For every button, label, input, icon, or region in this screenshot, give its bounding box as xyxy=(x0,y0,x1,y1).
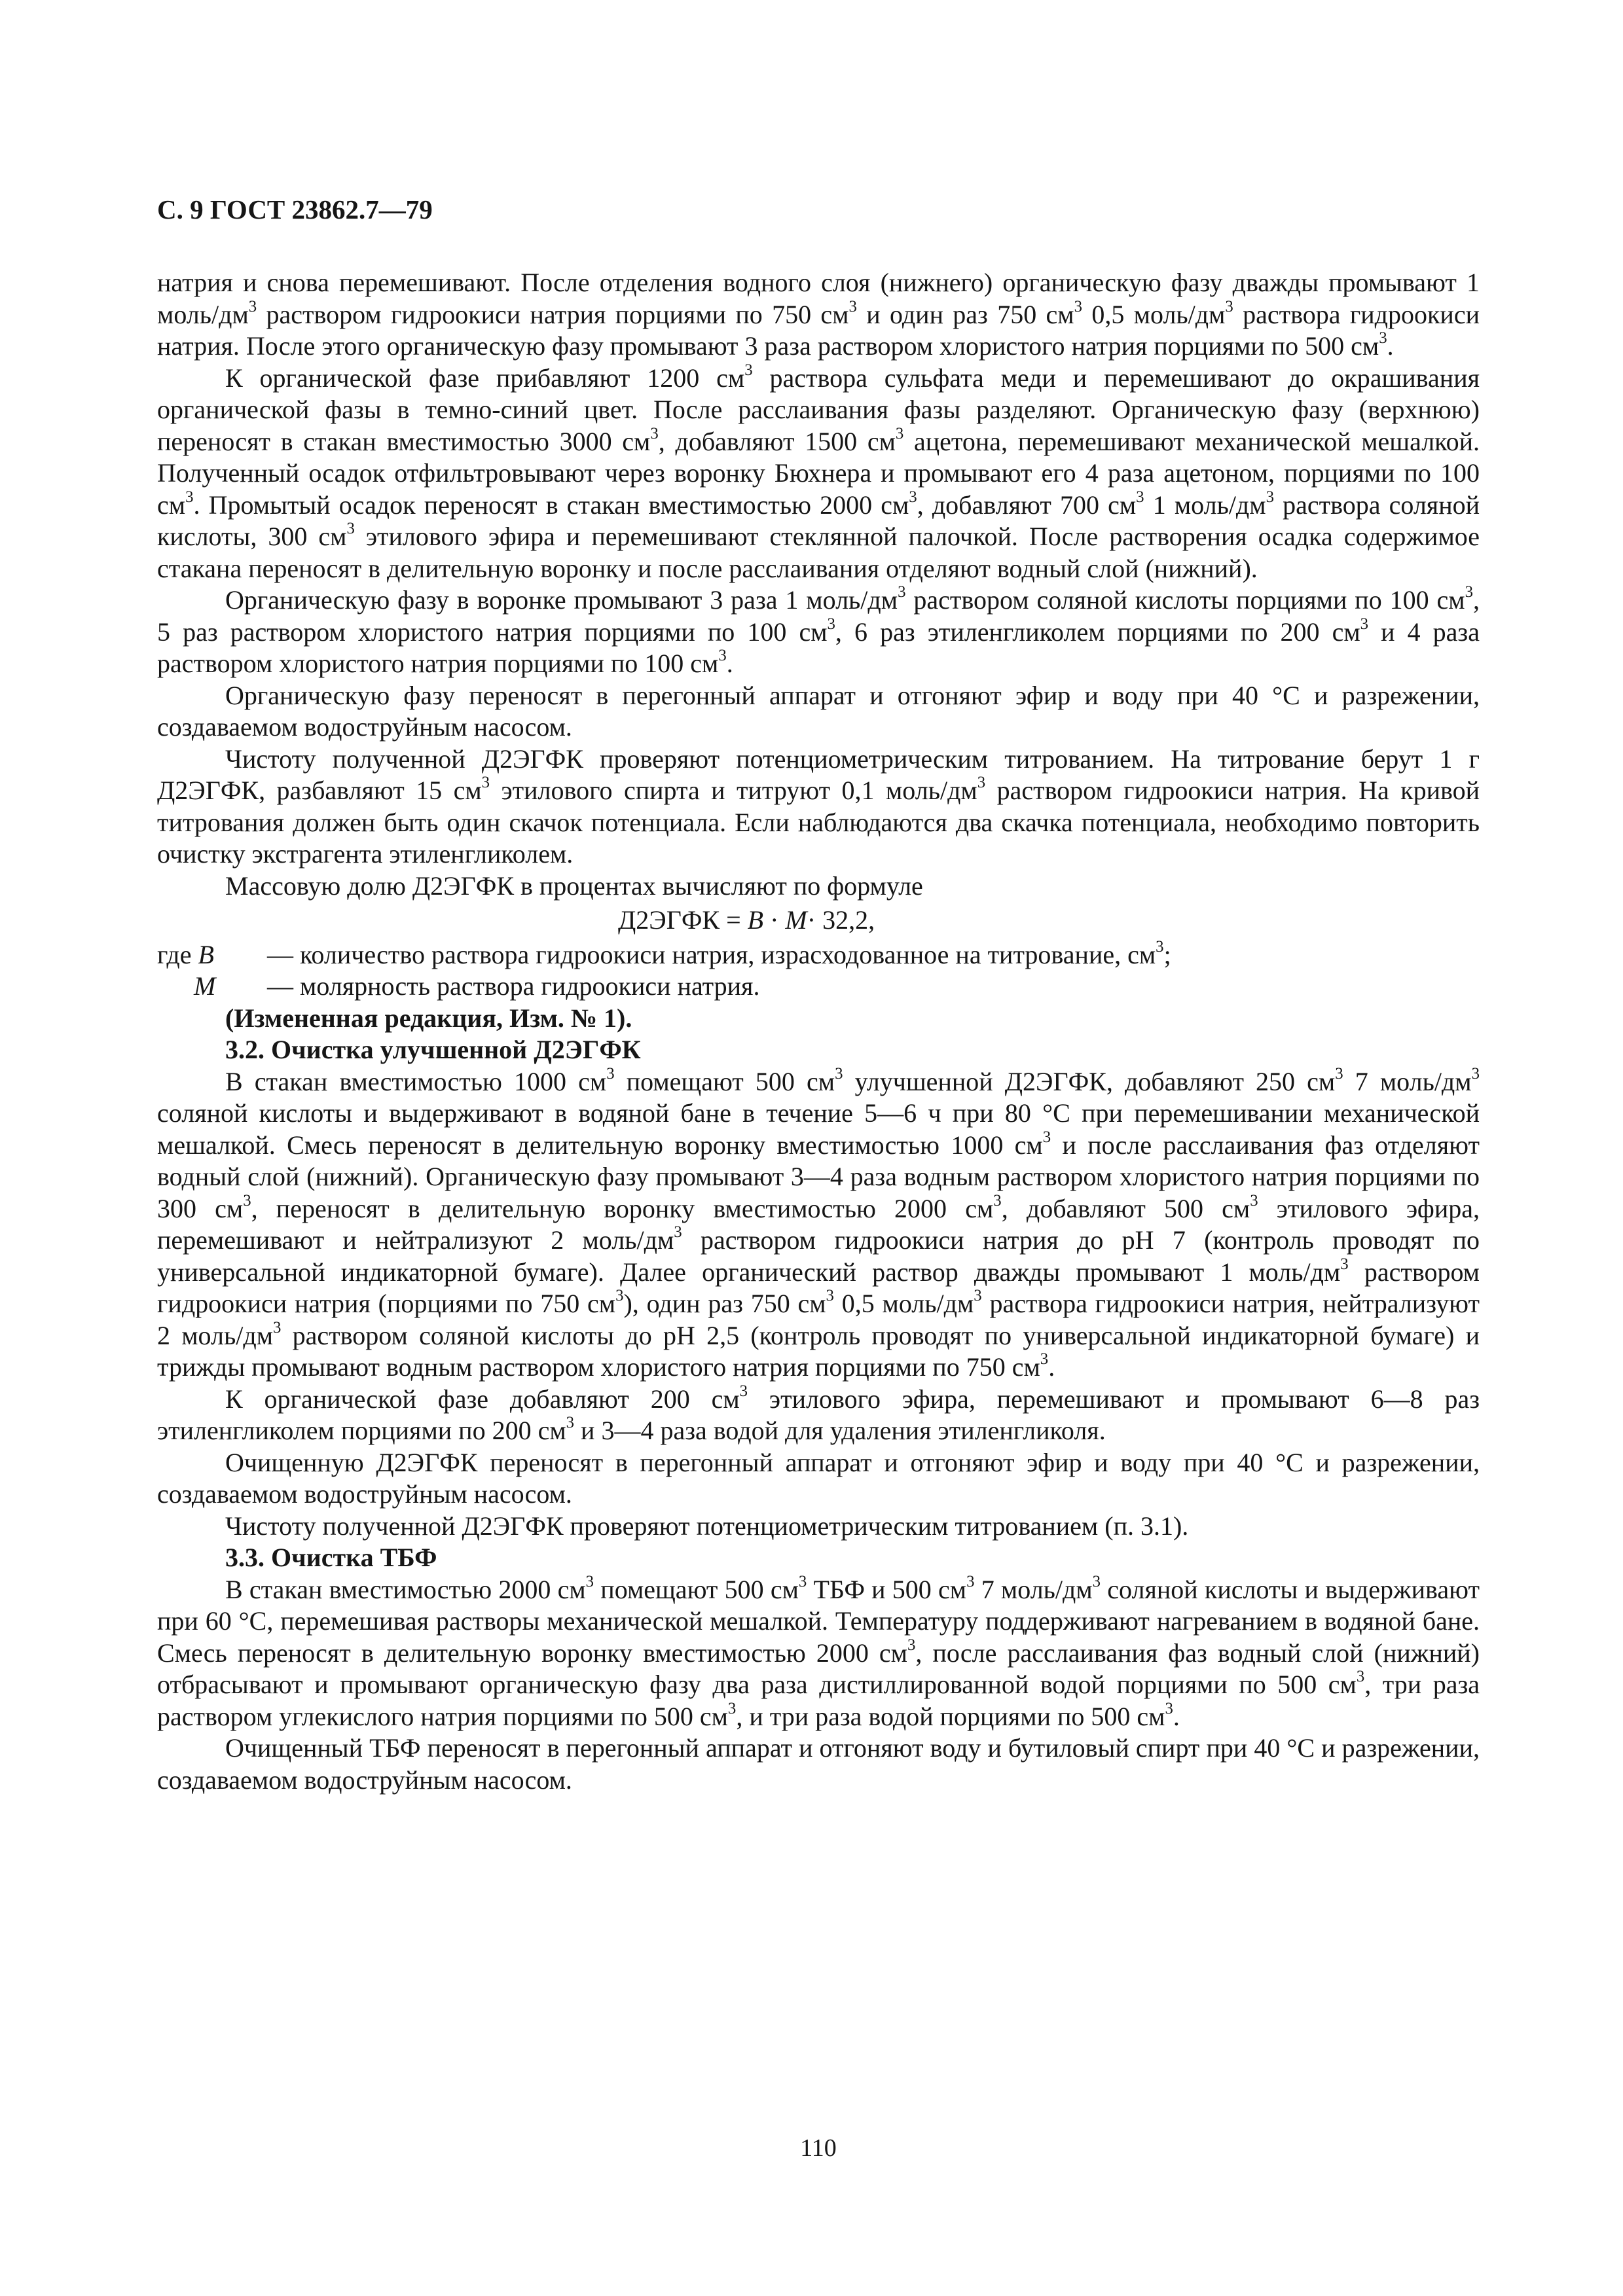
paragraph: В стакан вместимостью 2000 $см^3$ помещают 500 $см^3$ ТБФ и 500 $см^3$ 7 моль/$дм^3$ соляной кислоты и выдерживают при 60 °С, перемешивая растворы механической мешалкой. Температуру поддерживают нагреванием в водяной бане. Смесь переносят в делительную воронку вместимостью 2000 $см^3$, после расслаивания фаз водный слой (нижний) отбрасывают и промывают органическую фазу два раза дистиллированной водой порциями по 500 $см^3$, три раза раствором углекислого натрия порциями по 500 $см^3$, и три раза водой порциями по 500 $см^3$. xyxy=(157,1572,1480,1731)
paragraph: К органической фазе добавляют 200 $см^3$ этилового эфира, перемешивают и промывают 6—8 раз этиленгликолем порциями по 200 $см^3$ и 3—4 раза водой для удаления этиленгликоля. xyxy=(157,1382,1480,1445)
definition-row xyxy=(157,939,1480,971)
paragraph: Чистоту полученной Д2ЭГФК проверяют потенциометрическим титрованием (п. 3.1). xyxy=(225,1511,1189,1541)
page-header: С. 9 ГОСТ 23862.7—79 xyxy=(157,194,433,224)
paragraph: Очищенную Д2ЭГФК переносят в перегонный аппарат и отгоняют эфир и воду при 40 °С и разрежении, создаваемом водоструйным насосом. xyxy=(157,1447,1480,1509)
formula-rest: · 32,2, xyxy=(807,905,875,935)
document-page xyxy=(157,0,1480,2296)
formula-var-b: В xyxy=(747,905,764,935)
paragraph: В стакан вместимостью 1000 $см^3$ помещают 500 $см^3$ улучшенной Д2ЭГФК, добавляют 250 $см^3$ 7 моль/$дм^3$ соляной кислоты и выдерживают в водяной бане в течение 5—6 ч при 80 °С при перемешивании механической мешалкой. Смесь переносят в делительную воронку вместимостью 1000 $см^3$ и после расслаивания фаз отделяют водный слой (нижний). Органическую фазу промывают 3—4 раза водным раствором хлористого натрия порциями по 300 $см^3$, переносят в делительную воронку вместимостью 2000 $см^3$, добавляют 500 $см^3$ этилового эфира, перемешивают и нейтрализуют 2 моль/$дм^3$ раствором гидроокиси натрия до рН 7 (контроль проводят по универсальной индикаторной бумаге). Далее органический раствор дважды промывают 1 моль/$дм^3$ раствором гидроокиси натрия (порциями по 750 $см^3$), один раз 750 $см^3$ 0,5 моль/$дм^3$ раствора гидроокиси натрия, нейтрализуют 2 моль/$дм^3$ раствором соляной кислоты до рН 2,5 (контроль проводят по универсальной индикаторной бумаге) и трижды промывают водным раствором хлористого натрия порциями по 750 $см^3$. xyxy=(157,1064,1480,1382)
document-body xyxy=(157,267,1480,1796)
formula-var-m: М xyxy=(785,905,807,935)
paragraph: К органической фазе прибавляют 1200 $см^3$ раствора сульфата меди и перемешивают до окрашивания органической фазы в темно-синий цвет. После расслаивания фазы разделяют. Органическую фазу (верхнюю) переносят в стакан вместимостью 3000 $см^3$, добавляют 1500 $см^3$ ацетона, перемешивают механической мешалкой. Полученный осадок отфильтровывают через воронку Бюхнера и промывают его 4 раза ацетоном, порциями по 100 $см^3$. Промытый осадок переносят в стакан вместимостью 2000 $см^3$, добавляют 700 $см^3$ 1 моль/$дм^3$ раствора соляной кислоты, 300 $см^3$ этилового эфира и перемешивают стеклянной палочкой. После растворения осадка содержимое стакана переносят в делительную воронку и после расслаивания отделяют водный слой (нижний). xyxy=(157,361,1480,583)
page-number: 110 xyxy=(800,2134,837,2162)
definition-text: — молярность раствора гидроокиси натрия. xyxy=(267,971,760,1001)
formula-definitions xyxy=(157,939,1480,1003)
paragraph: Органическую фазу в воронке промывают 3 раза 1 моль/$дм^3$ раствором соляной кислоты порциями по 100 $см^3$, 5 раз раствором хлористого натрия порциями по 100 $см^3$, 6 раз этиленгликолем порциями по 200 $см^3$ и 4 раза раствором хлористого натрия порциями по 100 $см^3$. xyxy=(157,583,1480,678)
section-heading: 3.2. Очистка улучшенной Д2ЭГФК xyxy=(225,1035,641,1064)
formula xyxy=(157,902,1480,939)
paragraph: Очищенный ТБФ переносят в перегонный аппарат и отгоняют воду и бутиловый спирт при 40 °С и разрежении, создаваемом водоструйным насосом. xyxy=(157,1733,1480,1795)
paragraph: Чистоту полученной Д2ЭГФК проверяют потенциометрическим титрованием. На титрование берут 1 г Д2ЭГФК, разбавляют 15 $см^3$ этилового спирта и титруют 0,1 моль/$дм^3$ раствором гидроокиси натрия. На кривой титрования должен быть один скачок потенциала. Если наблюдаются два скачка потенциала, необходимо повторить очистку экстрагента этиленгликолем. xyxy=(157,744,1480,869)
definition-symbol: где В xyxy=(157,939,214,969)
definition-row xyxy=(157,971,1480,1003)
paragraph: Массовую долю Д2ЭГФК в процентах вычисляют по формуле xyxy=(225,870,923,901)
formula-lhs: Д2ЭГФК = xyxy=(618,905,748,935)
paragraph: Органическую фазу переносят в перегонный аппарат и отгоняют эфир и воду при 40 °С и разрежении, создаваемом водоструйным насосом. xyxy=(157,680,1480,742)
definition-symbol: М xyxy=(194,971,216,1001)
section-heading: 3.3. Очистка ТБФ xyxy=(225,1543,437,1572)
definition-text: — количество раствора гидроокиси натрия, израсходованное на титрование, $см^3$; xyxy=(267,937,1171,969)
formula-dot: · xyxy=(763,905,786,935)
amendment-note: (Измененная редакция, Изм. № 1). xyxy=(225,1003,632,1033)
paragraph: натрия и снова перемешивают. После отделения водного слоя (нижнего) органическую фазу дважды промывают 1 моль/$дм^3$ раствором гидроокиси натрия порциями по 750 $см^3$ и один раз 750 $см^3$ 0,5 моль/$дм^3$ раствора гидроокиси натрия. После этого органическую фазу промывают 3 раза раствором хлористого натрия порциями по 500 $см^3$. xyxy=(157,268,1480,361)
